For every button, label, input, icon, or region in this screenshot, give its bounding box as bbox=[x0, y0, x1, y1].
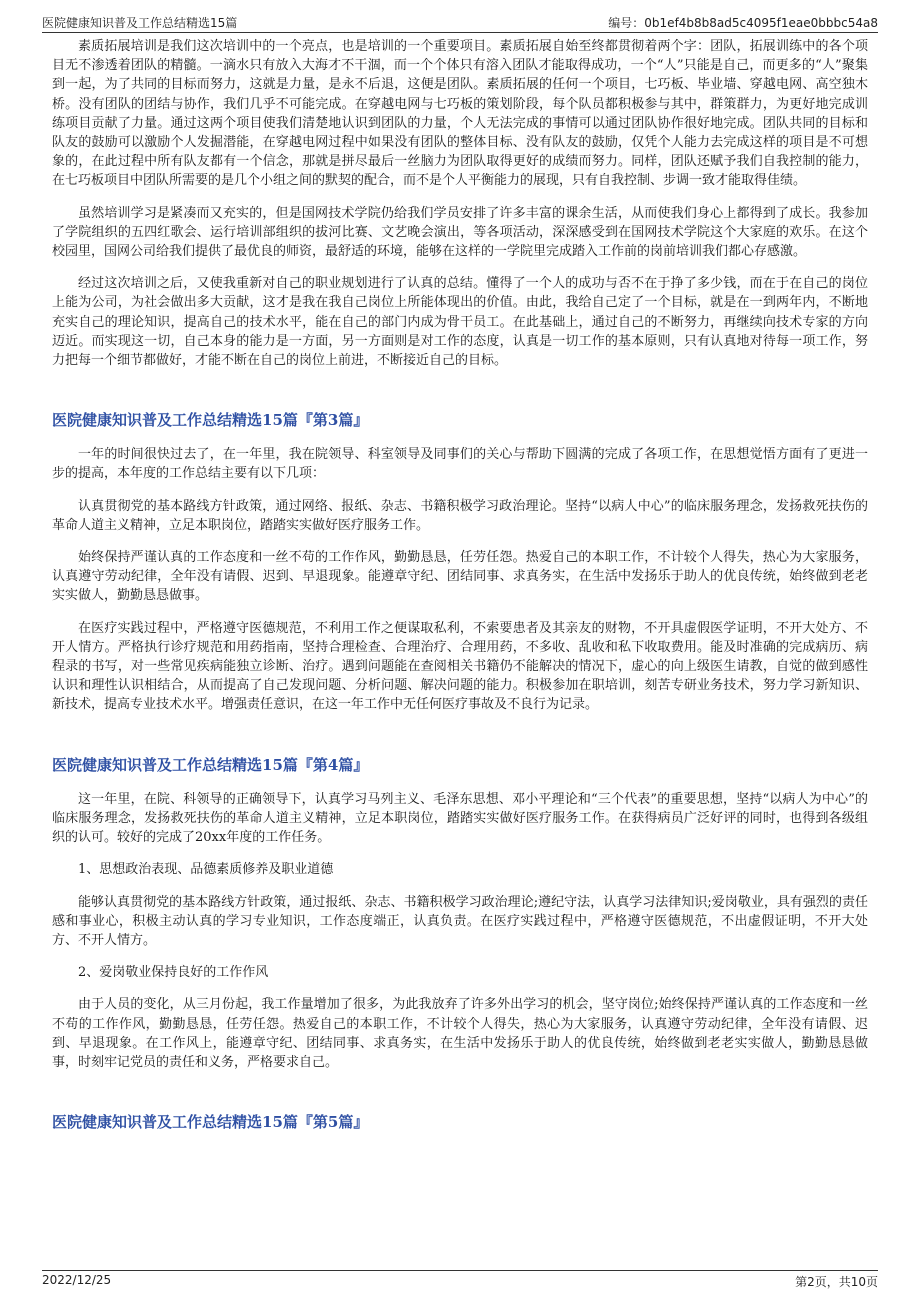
paragraph: 素质拓展培训是我们这次培训中的一个亮点，也是培训的一个重要项目。素质拓展自始至终都贯彻着两个字：团队，拓展训练中的各个项目无不渗透着团队的精髓。一滴水只有放入大海才不干涸，而一个个体只有溶入团队才能取得成功，一个“人”只能是自己，而更多的“人”聚集到一起，为了共同的目标而努力，这就是力量，是永不后退，这便是团队。素质拓展的任何一个项目，七巧板、毕业墙、穿越电网、高空独木桥。没有团队的团结与协作，我们几乎不可能完成。在穿越电网与七巧板的策划阶段，每个队员都积极参与其中，群策群力，为更好地完成训练项目贡献了力量。通过这两个项目使我们清楚地认识到团队的力量，个人无法完成的事情可以通过团队协作很好地完成。团队共同的目标和队友的鼓励可以激励个人发掘潜能，在穿越电网过程中如果没有团队的整体目标、没有队友的鼓励，仅凭个人能力去完成这样的项目是不可想象的，在此过程中所有队友都有一个信念，那就是拼尽最后一丝脑力为团队取得更好的成绩而努力。同样，团队还赋予我们自我控制的能力，在七巧板项目中团队所需要的是几个小组之间的默契的配合，而不是个人平衡能力的展现，只有自我控制、步调一致才能取得佳绩。 bbox=[52, 39, 868, 189]
paragraph: 一年的时间很快过去了，在一年里，我在院领导、科室领导及同事们的关心与帮助下圆满的完成了各项工作，在思想觉悟方面有了更进一步的提高，本年度的工作总结主要有以下几项： bbox=[52, 447, 868, 482]
subheading: 1、思想政治表现、品德素质修养及职业道德 bbox=[78, 862, 334, 878]
footer-page-number: 第2页，共10页 bbox=[795, 1275, 878, 1289]
section-title-5: 医院健康知识普及工作总结精选15篇『第5篇』 bbox=[52, 1113, 369, 1132]
subheading: 2、爱岗敬业保持良好的工作作风 bbox=[78, 965, 269, 981]
page-header bbox=[42, 12, 878, 33]
paragraph: 这一年里，在院、科领导的正确领导下，认真学习马列主义、毛泽东思想、邓小平理论和“三个代表”的重要思想，坚持“以病人为中心”的临床服务理念，发扬救死扶伤的革命人道主义精神，立足本职岗位，踏踏实实做好医疗服务工作。在获得病员广泛好评的同时，也得到各级组织的认可。较好的完成了20xx年度的工作任务。 bbox=[52, 791, 868, 846]
header-code-label: 编号： bbox=[608, 16, 645, 30]
section-title-4: 医院健康知识普及工作总结精选15篇『第4篇』 bbox=[52, 755, 369, 774]
header-code-value: 0b1ef4b8b8ad5c4095f1eae0bbbc54a8 bbox=[644, 16, 878, 30]
section-title-3: 医院健康知识普及工作总结精选15篇『第3篇』 bbox=[52, 411, 369, 430]
paragraph: 始终保持严谨认真的工作态度和一丝不苟的工作作风，勤勤恳恳，任劳任怨。热爱自己的本职工作，不计较个人得失，热心为大家服务，认真遵守劳动纪律，全年没有请假、迟到、早退现象。能遵章守纪、团结同事、求真务实，在生活中发扬乐于助人的优良传统，始终做到老老实实做人，勤勤恳恳做事。 bbox=[52, 550, 868, 604]
paragraph: 在医疗实践过程中，严格遵守医德规范，不利用工作之便谋取私利，不索要患者及其亲友的财物，不开具虚假医学证明，不开大处方、不开人情方。严格执行诊疗规范和用药指南，坚持合理检查、合理治疗、合理用药，不多收、乱收和私下收取费用。能及时准确的完成病历、病程录的书写，对一些常见疾病能独立诊断、治疗。遇到问题能在查阅相关书籍仍不能解决的情况下，虚心的向上级医生请教，自觉的做到感性认识和理性认识相结合，从而提高了自己发现问题、分析问题、解决问题的能力。积极参加在职培训，刻苦专研业务技术，努力学习新知识、新技术，提高专业技术水平。增强责任意识，在这一年工作中无任何医疗事故及不良行为记录。 bbox=[52, 620, 868, 713]
header-code bbox=[608, 14, 878, 31]
paragraph: 由于人员的变化，从三月份起，我工作量增加了很多，为此我放弃了许多外出学习的机会，坚守岗位;始终保持严谨认真的工作态度和一丝不苟的工作作风，勤勤恳恳，任劳任怨。热爱自己的本职工作，不计较个人得失，热心为大家服务，认真遵守劳动纪律，全年没有请假、迟到、早退现象。在工作风上，能遵章守纪、团结同事、求真务实，在生活中发扬乐于助人的优良传统，始终做到老老实实做人，勤勤恳恳做事，时刻牢记党员的责任和义务，严格要求自己。 bbox=[52, 997, 868, 1070]
paragraph: 经过这次培训之后，又使我重新对自己的职业规划进行了认真的总结。懂得了一个人的成功与否不在于挣了多少钱，而在于在自己的岗位上能为公司，为社会做出多大贡献，这才是我在我自己岗位上所能体现出的价值。由此，我给自己定了一个目标，就是在一到两年内，不断地充实自己的理论知识，提高自己的技术水平，能在自己的部门内成为骨干员工。在此基础上，通过自己的不断努力，再继续向技术专家的方向迈近。而实现这一切，自己本身的能力是一方面，另一方面则是对工作的态度，认真是一切工作的基本原则，只有认真地对待每一项工作，努力把每一个细节都做好，才能不断在自己的岗位上前进，不断接近自己的目标。 bbox=[52, 276, 868, 369]
paragraph: 能够认真贯彻党的基本路线方针政策，通过报纸、杂志、书籍积极学习政治理论;遵纪守法，认真学习法律知识;爱岗敬业，具有强烈的责任感和事业心，积极主动认真的学习专业知识，工作态度端正，认真负责。在医疗实践过程中，严格遵守医德规范，不出虚假证明，不开大处方、不开人情方。 bbox=[52, 894, 868, 948]
page-footer bbox=[42, 1270, 878, 1289]
footer-date: 2022/12/25 bbox=[42, 1273, 112, 1287]
document-body bbox=[52, 37, 868, 1132]
paragraph: 虽然培训学习是紧凑而又充实的，但是国网技术学院仍给我们学员安排了许多丰富的课余生活，从而使我们身心上都得到了成长。我参加了学院组织的五四红歌会、运行培训部组织的拔河比赛、文艺晚会演出，等各项活动，深深感受到在国网技术学院这个大家庭的欢乐。在这个校园里，国网公司给我们提供了最优良的师资，最舒适的环境，能够在这样的一学院里完成踏入工作前的岗前培训我们都心存感激。 bbox=[52, 205, 868, 260]
paragraph: 认真贯彻党的基本路线方针政策，通过网络、报纸、杂志、书籍积极学习政治理论。坚持“以病人中心”的临床服务理念，发扬救死扶伤的革命人道主义精神，立足本职岗位，踏踏实实做好医疗服务工作。 bbox=[52, 498, 868, 533]
header-title: 医院健康知识普及工作总结精选15篇 bbox=[42, 16, 238, 30]
